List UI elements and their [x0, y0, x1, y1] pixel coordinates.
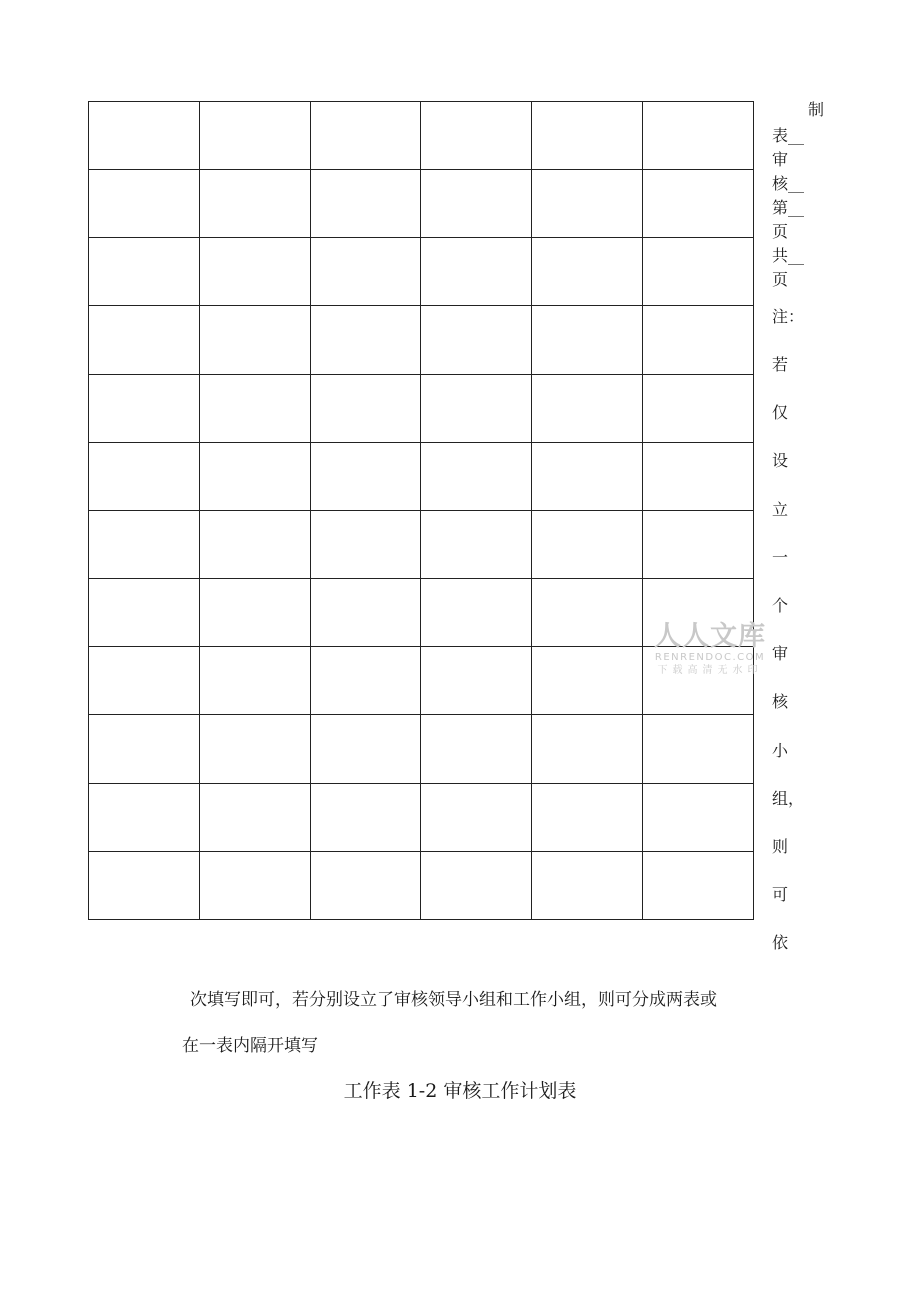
table-cell [89, 510, 200, 578]
table-cell [532, 579, 643, 647]
table-cell [310, 715, 421, 783]
table-cell [643, 851, 754, 919]
table-cell [643, 510, 754, 578]
vertical-note-char: 依 [772, 933, 789, 953]
table-cell [89, 783, 200, 851]
table-cell [310, 579, 421, 647]
table-cell [89, 851, 200, 919]
table-cell [310, 374, 421, 442]
vertical-note-char: 设 [772, 451, 789, 471]
table-cell [199, 374, 310, 442]
table-cell [199, 579, 310, 647]
table-row [89, 579, 754, 647]
watermark-site: RENRENDOC.COM [654, 652, 766, 663]
side-note-di: 第__ [772, 198, 805, 217]
table-cell [532, 374, 643, 442]
watermark-logo-text: 人人文库 [654, 621, 766, 652]
side-note-ye1: 页 [772, 222, 789, 241]
table-cell [421, 647, 532, 715]
table-cell [421, 851, 532, 919]
side-note-he: 核__ [772, 174, 805, 193]
table-cell [532, 442, 643, 510]
table-cell [310, 442, 421, 510]
vertical-note-char: 核 [772, 692, 789, 712]
table-row [89, 510, 754, 578]
table-caption: 工作表 1-2 审核工作计划表 [343, 1080, 577, 1102]
table-cell [310, 238, 421, 306]
table-cell [310, 647, 421, 715]
table-cell [310, 510, 421, 578]
table-cell [532, 238, 643, 306]
table-cell [643, 783, 754, 851]
table-cell [421, 442, 532, 510]
vertical-note-char: 组， [772, 788, 805, 808]
side-note-biao: 表__ [772, 126, 805, 145]
table-cell [199, 170, 310, 238]
table-row [89, 102, 754, 170]
table-cell [199, 510, 310, 578]
table-cell [89, 647, 200, 715]
side-note-gong: 共__ [772, 246, 805, 265]
table-row [89, 306, 754, 374]
table-cell [199, 715, 310, 783]
table-cell [532, 306, 643, 374]
blank-form-table [88, 101, 754, 920]
table-cell [532, 510, 643, 578]
table-cell [532, 851, 643, 919]
table-cell [643, 238, 754, 306]
table-cell [199, 306, 310, 374]
table-cell [310, 170, 421, 238]
table-cell [421, 715, 532, 783]
vertical-note-char: 若 [772, 355, 789, 374]
table-cell [199, 647, 310, 715]
table-cell [199, 783, 310, 851]
table-cell [421, 510, 532, 578]
table-row [89, 715, 754, 783]
table-row [89, 442, 754, 510]
table-cell [310, 783, 421, 851]
table-cell [643, 579, 754, 647]
table-cell [421, 306, 532, 374]
table-cell [643, 374, 754, 442]
table-cell [310, 306, 421, 374]
table-row [89, 851, 754, 919]
table-cell [532, 647, 643, 715]
table-cell [89, 579, 200, 647]
table-cell [310, 851, 421, 919]
form-table-body [89, 102, 754, 920]
note-line-1: 次填写即可，若分别设立了审核领导小组和工作小组，则可分成两表或 [190, 990, 717, 1010]
table-row [89, 374, 754, 442]
table-cell [199, 238, 310, 306]
vertical-note-char: 小 [772, 740, 789, 760]
table-cell [643, 102, 754, 170]
vertical-note-char: 一 [772, 547, 789, 567]
table-cell [199, 442, 310, 510]
side-note-ye2: 页 [772, 270, 789, 289]
table-cell [89, 238, 200, 306]
vertical-note-char: 个 [772, 596, 789, 615]
table-cell [532, 170, 643, 238]
table-cell [421, 170, 532, 238]
table-cell [532, 715, 643, 783]
table-cell [532, 102, 643, 170]
table-cell [199, 851, 310, 919]
table-row [89, 647, 754, 715]
table-cell [421, 238, 532, 306]
table-cell [89, 102, 200, 170]
side-note-zhi: 制 [808, 100, 825, 119]
table-cell [89, 374, 200, 442]
vertical-note-char: 审 [772, 644, 789, 664]
vertical-note-char: 仅 [772, 403, 789, 423]
table-cell [89, 715, 200, 783]
table-cell [421, 374, 532, 442]
table-cell [421, 783, 532, 851]
table-cell [89, 170, 200, 238]
table-cell [643, 715, 754, 783]
side-note-label: 注： [772, 307, 805, 326]
table-cell [643, 306, 754, 374]
vertical-note-char: 则 [772, 837, 789, 856]
table-row [89, 170, 754, 238]
side-note-shen: 审 [772, 150, 789, 169]
table-cell [643, 647, 754, 715]
table-cell [643, 170, 754, 238]
vertical-note-char: 立 [772, 499, 789, 519]
table-row [89, 238, 754, 306]
table-row [89, 783, 754, 851]
table-cell [89, 306, 200, 374]
table-cell [89, 442, 200, 510]
table-cell [643, 442, 754, 510]
note-line-2: 在一表内隔开填写 [182, 1036, 318, 1056]
table-cell [532, 783, 643, 851]
table-cell [310, 102, 421, 170]
table-cell [199, 102, 310, 170]
vertical-note-char: 可 [772, 885, 789, 905]
table-cell [421, 579, 532, 647]
table-cell [421, 102, 532, 170]
watermark-slogan: 下载高清无水印 [657, 665, 763, 676]
